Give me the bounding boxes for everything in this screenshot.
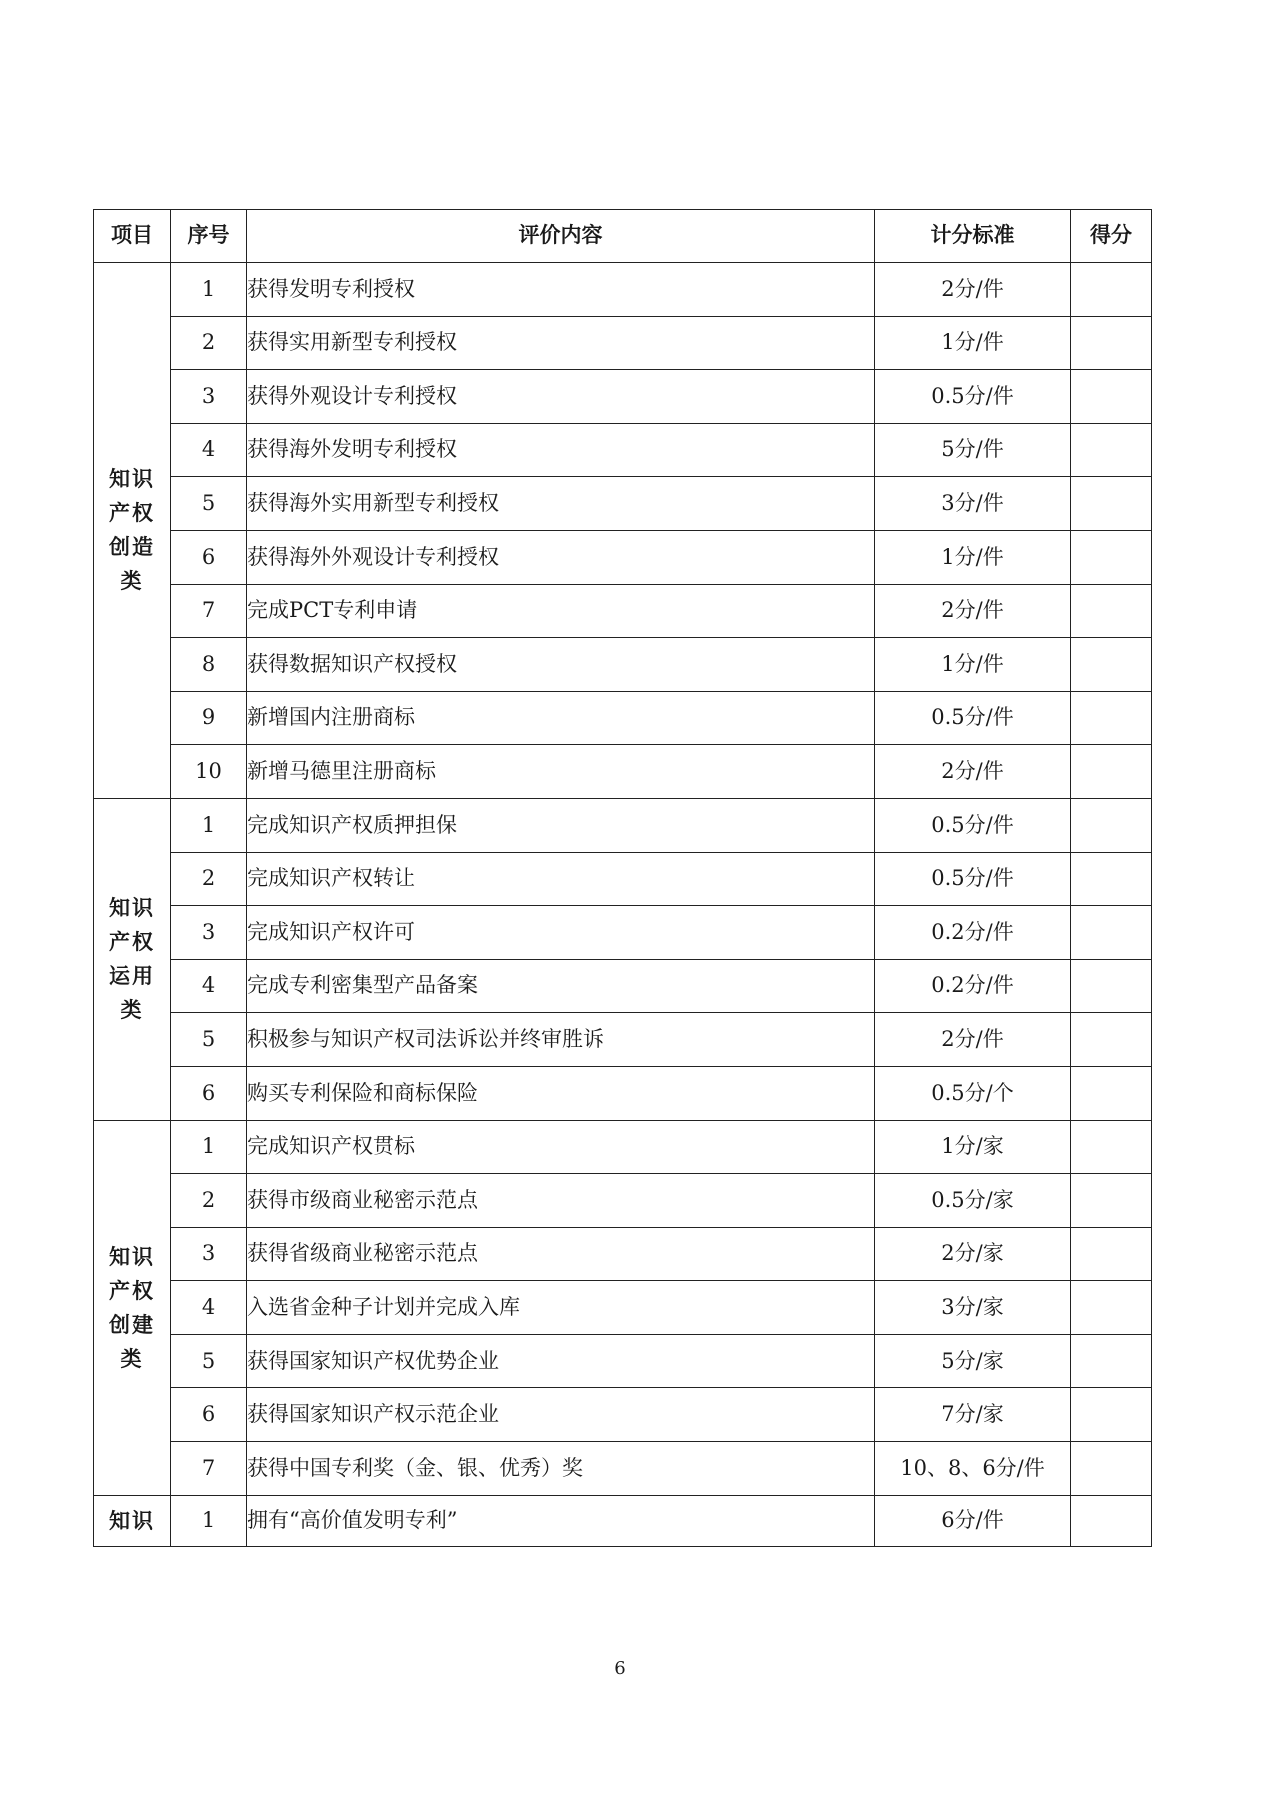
row-standard: 1分/件 (875, 530, 1071, 584)
row-standard: 0.5分/家 (875, 1174, 1071, 1228)
header-standard: 计分标准 (875, 210, 1071, 263)
row-standard: 1分/件 (875, 316, 1071, 370)
row-content: 获得实用新型专利授权 (247, 316, 875, 370)
score-input-cell (1071, 1066, 1152, 1120)
row-number: 4 (171, 423, 247, 477)
score-input-cell (1071, 477, 1152, 531)
row-number: 1 (171, 263, 247, 317)
table-row (94, 1013, 1152, 1067)
row-standard: 2分/件 (875, 1013, 1071, 1067)
table-header-row (94, 210, 1152, 263)
row-number: 4 (171, 1281, 247, 1335)
category-label: 知识产权创建类 (109, 1244, 155, 1371)
row-number: 3 (171, 906, 247, 960)
row-content: 完成知识产权许可 (247, 906, 875, 960)
row-standard: 7分/家 (875, 1388, 1071, 1442)
table-body (94, 263, 1152, 1547)
score-input-cell (1071, 959, 1152, 1013)
category-label: 知识产权创造类 (109, 467, 155, 594)
table-row (94, 1281, 1152, 1335)
score-input-cell (1071, 370, 1152, 424)
score-input-cell (1071, 1120, 1152, 1174)
row-content: 获得国家知识产权优势企业 (247, 1334, 875, 1388)
row-standard: 0.5分/个 (875, 1066, 1071, 1120)
table-row (94, 906, 1152, 960)
score-input-cell (1071, 691, 1152, 745)
table-row (94, 745, 1152, 799)
row-content: 新增国内注册商标 (247, 691, 875, 745)
table-row (94, 316, 1152, 370)
row-standard: 2分/家 (875, 1227, 1071, 1281)
row-number: 2 (171, 852, 247, 906)
category-cell (94, 263, 171, 799)
row-content: 获得市级商业秘密示范点 (247, 1174, 875, 1228)
row-number: 1 (171, 1495, 247, 1546)
row-standard: 0.2分/件 (875, 959, 1071, 1013)
score-input-cell (1071, 1334, 1152, 1388)
row-content: 完成知识产权贯标 (247, 1120, 875, 1174)
scoring-table (93, 209, 1152, 1547)
row-number: 7 (171, 584, 247, 638)
score-input-cell (1071, 798, 1152, 852)
table-row (94, 959, 1152, 1013)
row-number: 5 (171, 1334, 247, 1388)
row-number: 3 (171, 1227, 247, 1281)
score-input-cell (1071, 423, 1152, 477)
header-score: 得分 (1071, 210, 1152, 263)
row-standard: 3分/件 (875, 477, 1071, 531)
row-content: 获得海外外观设计专利授权 (247, 530, 875, 584)
table-row (94, 1227, 1152, 1281)
row-standard: 10、8、6分/件 (875, 1442, 1071, 1496)
score-input-cell (1071, 1013, 1152, 1067)
row-content: 获得发明专利授权 (247, 263, 875, 317)
row-standard: 2分/件 (875, 263, 1071, 317)
row-standard: 2分/件 (875, 745, 1071, 799)
row-standard: 1分/件 (875, 638, 1071, 692)
category-label: 知识 (109, 1508, 155, 1533)
score-input-cell (1071, 584, 1152, 638)
score-input-cell (1071, 1174, 1152, 1228)
row-standard: 5分/家 (875, 1334, 1071, 1388)
table-row (94, 1495, 1152, 1546)
table-row (94, 1442, 1152, 1496)
row-content: 获得中国专利奖（金、银、优秀）奖 (247, 1442, 875, 1496)
row-standard: 0.5分/件 (875, 852, 1071, 906)
score-input-cell (1071, 1495, 1152, 1546)
category-cell (94, 1120, 171, 1495)
table-row (94, 638, 1152, 692)
table-row (94, 798, 1152, 852)
table-row (94, 1066, 1152, 1120)
row-standard: 6分/件 (875, 1495, 1071, 1546)
row-number: 10 (171, 745, 247, 799)
row-content: 完成知识产权质押担保 (247, 798, 875, 852)
row-standard: 0.2分/件 (875, 906, 1071, 960)
table-row (94, 1334, 1152, 1388)
row-content: 获得海外发明专利授权 (247, 423, 875, 477)
table-row (94, 263, 1152, 317)
score-input-cell (1071, 316, 1152, 370)
row-content: 购买专利保险和商标保险 (247, 1066, 875, 1120)
table-row (94, 423, 1152, 477)
table-row (94, 1174, 1152, 1228)
header-content: 评价内容 (247, 210, 875, 263)
row-content: 获得省级商业秘密示范点 (247, 1227, 875, 1281)
table-row (94, 477, 1152, 531)
row-content: 积极参与知识产权司法诉讼并终审胜诉 (247, 1013, 875, 1067)
row-number: 2 (171, 1174, 247, 1228)
category-cell (94, 798, 171, 1120)
row-number: 5 (171, 1013, 247, 1067)
score-input-cell (1071, 1227, 1152, 1281)
row-content: 新增马德里注册商标 (247, 745, 875, 799)
row-standard: 2分/件 (875, 584, 1071, 638)
row-number: 7 (171, 1442, 247, 1496)
row-standard: 0.5分/件 (875, 691, 1071, 745)
table-row (94, 1120, 1152, 1174)
score-input-cell (1071, 852, 1152, 906)
row-standard: 0.5分/件 (875, 370, 1071, 424)
table-row (94, 370, 1152, 424)
table-row (94, 691, 1152, 745)
score-input-cell (1071, 263, 1152, 317)
row-standard: 1分/家 (875, 1120, 1071, 1174)
row-number: 1 (171, 1120, 247, 1174)
table-row (94, 530, 1152, 584)
category-cell (94, 1495, 171, 1546)
row-content: 完成知识产权转让 (247, 852, 875, 906)
score-input-cell (1071, 530, 1152, 584)
table-row (94, 1388, 1152, 1442)
page-number: 6 (614, 1658, 626, 1679)
row-number: 6 (171, 530, 247, 584)
row-number: 1 (171, 798, 247, 852)
row-content: 获得外观设计专利授权 (247, 370, 875, 424)
row-content: 获得数据知识产权授权 (247, 638, 875, 692)
score-input-cell (1071, 1442, 1152, 1496)
row-content: 完成专利密集型产品备案 (247, 959, 875, 1013)
score-input-cell (1071, 906, 1152, 960)
table-row (94, 852, 1152, 906)
row-content: 完成PCT专利申请 (247, 584, 875, 638)
header-number: 序号 (171, 210, 247, 263)
row-number: 5 (171, 477, 247, 531)
table-row (94, 584, 1152, 638)
row-number: 4 (171, 959, 247, 1013)
row-number: 6 (171, 1388, 247, 1442)
row-number: 6 (171, 1066, 247, 1120)
row-content: 入选省金种子计划并完成入库 (247, 1281, 875, 1335)
category-label: 知识产权运用类 (109, 896, 155, 1023)
score-input-cell (1071, 1388, 1152, 1442)
score-input-cell (1071, 745, 1152, 799)
row-content: 获得海外实用新型专利授权 (247, 477, 875, 531)
score-input-cell (1071, 638, 1152, 692)
row-content: 获得国家知识产权示范企业 (247, 1388, 875, 1442)
row-number: 3 (171, 370, 247, 424)
row-standard: 0.5分/件 (875, 798, 1071, 852)
row-number: 8 (171, 638, 247, 692)
row-number: 2 (171, 316, 247, 370)
header-category: 项目 (94, 210, 171, 263)
row-number: 9 (171, 691, 247, 745)
row-standard: 5分/件 (875, 423, 1071, 477)
row-standard: 3分/家 (875, 1281, 1071, 1335)
score-input-cell (1071, 1281, 1152, 1335)
row-content: 拥有“高价值发明专利” (247, 1495, 875, 1546)
